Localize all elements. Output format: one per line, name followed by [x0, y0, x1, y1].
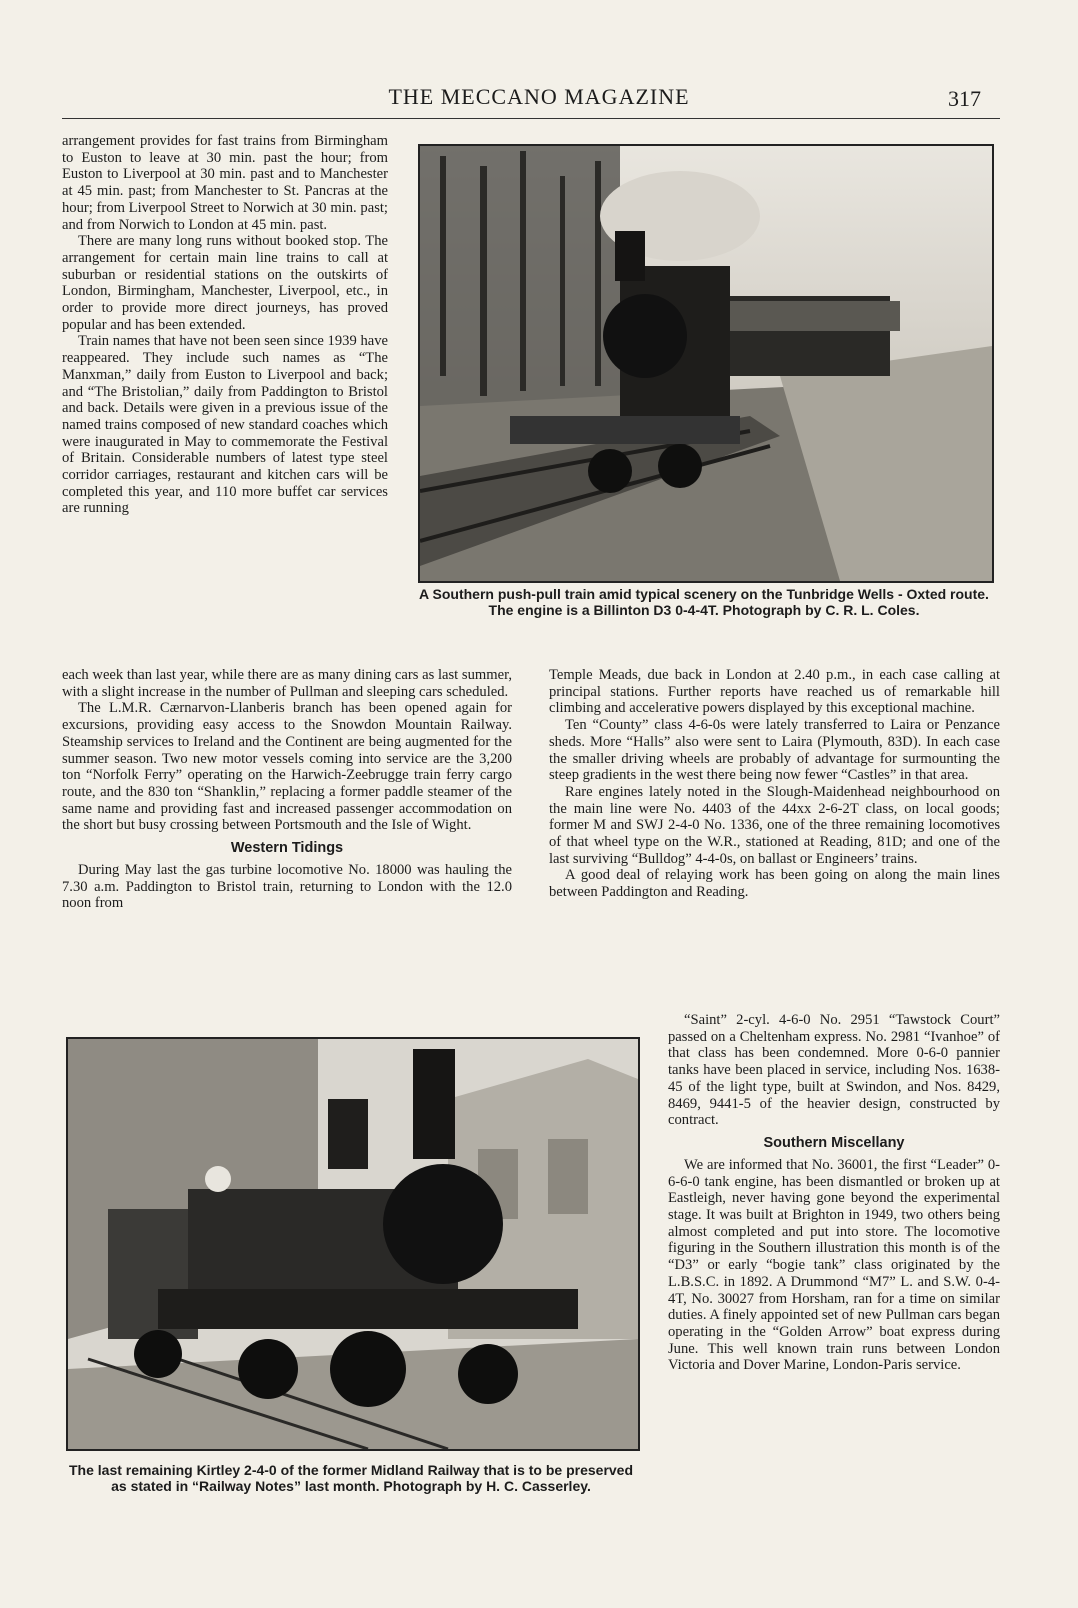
left-column-mid [62, 667, 512, 912]
paragraph: Rare engines lately noted in the Slough-Maidenhead neighbourhood on the main line were No. 4403 of the 44xx 2-6-2T class, on local goods; former M and SWJ 2-4-0 No. 1336, one of the three remaining locomotives of that wheel type on the W.R., stationed at Reading, 81D; and one of the last surviving “Bulldog” 4-4-0s, on ballast or Engineers’ trains. [549, 783, 1000, 867]
page-number: 317 [948, 86, 981, 111]
paragraph: arrangement provides for fast trains from Birmingham to Euston to leave at 30 min. past the hour; from Euston to Liverpool at 30 min. past and to Manchester at 45 min. past; from Manchester to St. Pancras at the hour; from Liverpool Street to Norwich at 30 min. past; and from Norwich to London at 45 min. past. [62, 133, 388, 233]
caption-bottom-photo: The last remaining Kirtley 2-4-0 of the former Midland Railway that is to be preserved as stated in “Railway Notes” last month. Photograph by H. C. Casserley. [68, 1462, 634, 1494]
paragraph: The L.M.R. Cærnarvon-Llanberis branch has been opened again for excursions, providing easy access to the Snowdon Mountain Railway. Steamship services to Ireland and the Continent are being augmented for the summer season. Two new motor vessels coming into service are the 3,200 ton “Norfolk Ferry” operating on the Harwich-Zeebrugge train ferry cargo route, and the 830 ton “Shanklin,” replacing a former paddle steamer of the same name and providing fast and increased passenger accommodation on the short but busy crossing between Portsmouth and the Isle of Wight. [62, 700, 512, 834]
paragraph: Train names that have not been seen since 1939 have reappeared. They include such names as “The Manxman,” daily from Euston to Liverpool and back; and “The Bristolian,” daily from Paddington to Bristol and back. Details were given in a previous issue of the named trains composed of new standard coaches which were inaugurated in May to commemorate the Festival of Britain. Considerable numbers of latest type steel corridor carriages, restaurant and kitchen cars will be completed this year, and 110 more buffet car services are running [62, 333, 388, 517]
paragraph: During May last the gas turbine locomotive No. 18000 was hauling the 7.30 a.m. Paddington to Bristol train, returning to London with the 12.0 noon from [62, 862, 512, 912]
left-column-top [62, 133, 388, 517]
paragraph: There are many long runs without booked stop. The arrangement for certain main line trains to call at suburban or residential stations on the outskirts of London, Birmingham, Manchester, Liverpool, etc., in order to provide more direct journeys, has proved popular and has been extended. [62, 233, 388, 333]
right-column-low [668, 1012, 1000, 1374]
section-heading-western: Western Tidings [230, 840, 344, 857]
section-heading-southern: Southern Miscellany [763, 1134, 905, 1151]
photo-kirtley-locomotive [66, 1037, 640, 1451]
paragraph: Ten “County” class 4-6-0s were lately transferred to Laira or Penzance sheds. More “Halls” also were sent to Laira (Plymouth, 83D). In each case the smaller driving wheels are probably of advantage for surmounting the steep gradients in the west there being now fewer “Castles” in that area. [549, 717, 1000, 784]
paragraph: We are informed that No. 36001, the first “Leader” 0-6-6-0 tank engine, has been dismantled or broken up at Eastleigh, never having gone beyond the experimental stage. It was built at Brighton in 1949, two others being almost completed and put into store. The locomotive figuring in the Southern illustration this month is of the “D3” or early “bogie tank” class originated by the L.B.S.C. in 1892. A Drummond “M7” L. and S.W. 0-4-4T, No. 30027 from Horsham, ran for a time on similar duties. A finely appointed set of new Pullman cars began operating in the “Golden Arrow” boat express during June. This well known train runs between London Victoria and Dover Marine, London-Paris service. [668, 1156, 1000, 1374]
paragraph: “Saint” 2-cyl. 4-6-0 No. 2951 “Tawstock Court” passed on a Cheltenham express. No. 2981 “Ivanhoe” of that class has been condemned. More 0-6-0 pannier tanks have been placed in service, including Nos. 1638-45 of the light type, built at Swindon, and Nos. 8429, 8469, 9441-5 of the heavier design, constructed by contract. [668, 1012, 1000, 1129]
header-rule [62, 118, 1000, 119]
paragraph: A good deal of relaying work has been going on along the main lines between Paddington and Reading. [549, 867, 1000, 901]
paragraph: Temple Meads, due back in London at 2.40 p.m., in each case calling at principal stations. Further reports have reached us of remarkable hill climbing and accelerative powers displayed by this exceptional machine. [549, 667, 1000, 717]
magazine-title: THE MECCANO MAGAZINE [388, 84, 690, 109]
paragraph: each week than last year, while there are as many dining cars as last summer, with a slight increase in the number of Pullman and sleeping cars scheduled. [62, 667, 512, 700]
photo-southern-push-pull-train [418, 144, 994, 583]
right-column-mid [549, 667, 1000, 901]
caption-top-photo: A Southern push-pull train amid typical scenery on the Tunbridge Wells - Oxted route. The engine is a Billinton D3 0-4-4T. Photograph by C. R. L. Coles. [419, 586, 989, 618]
